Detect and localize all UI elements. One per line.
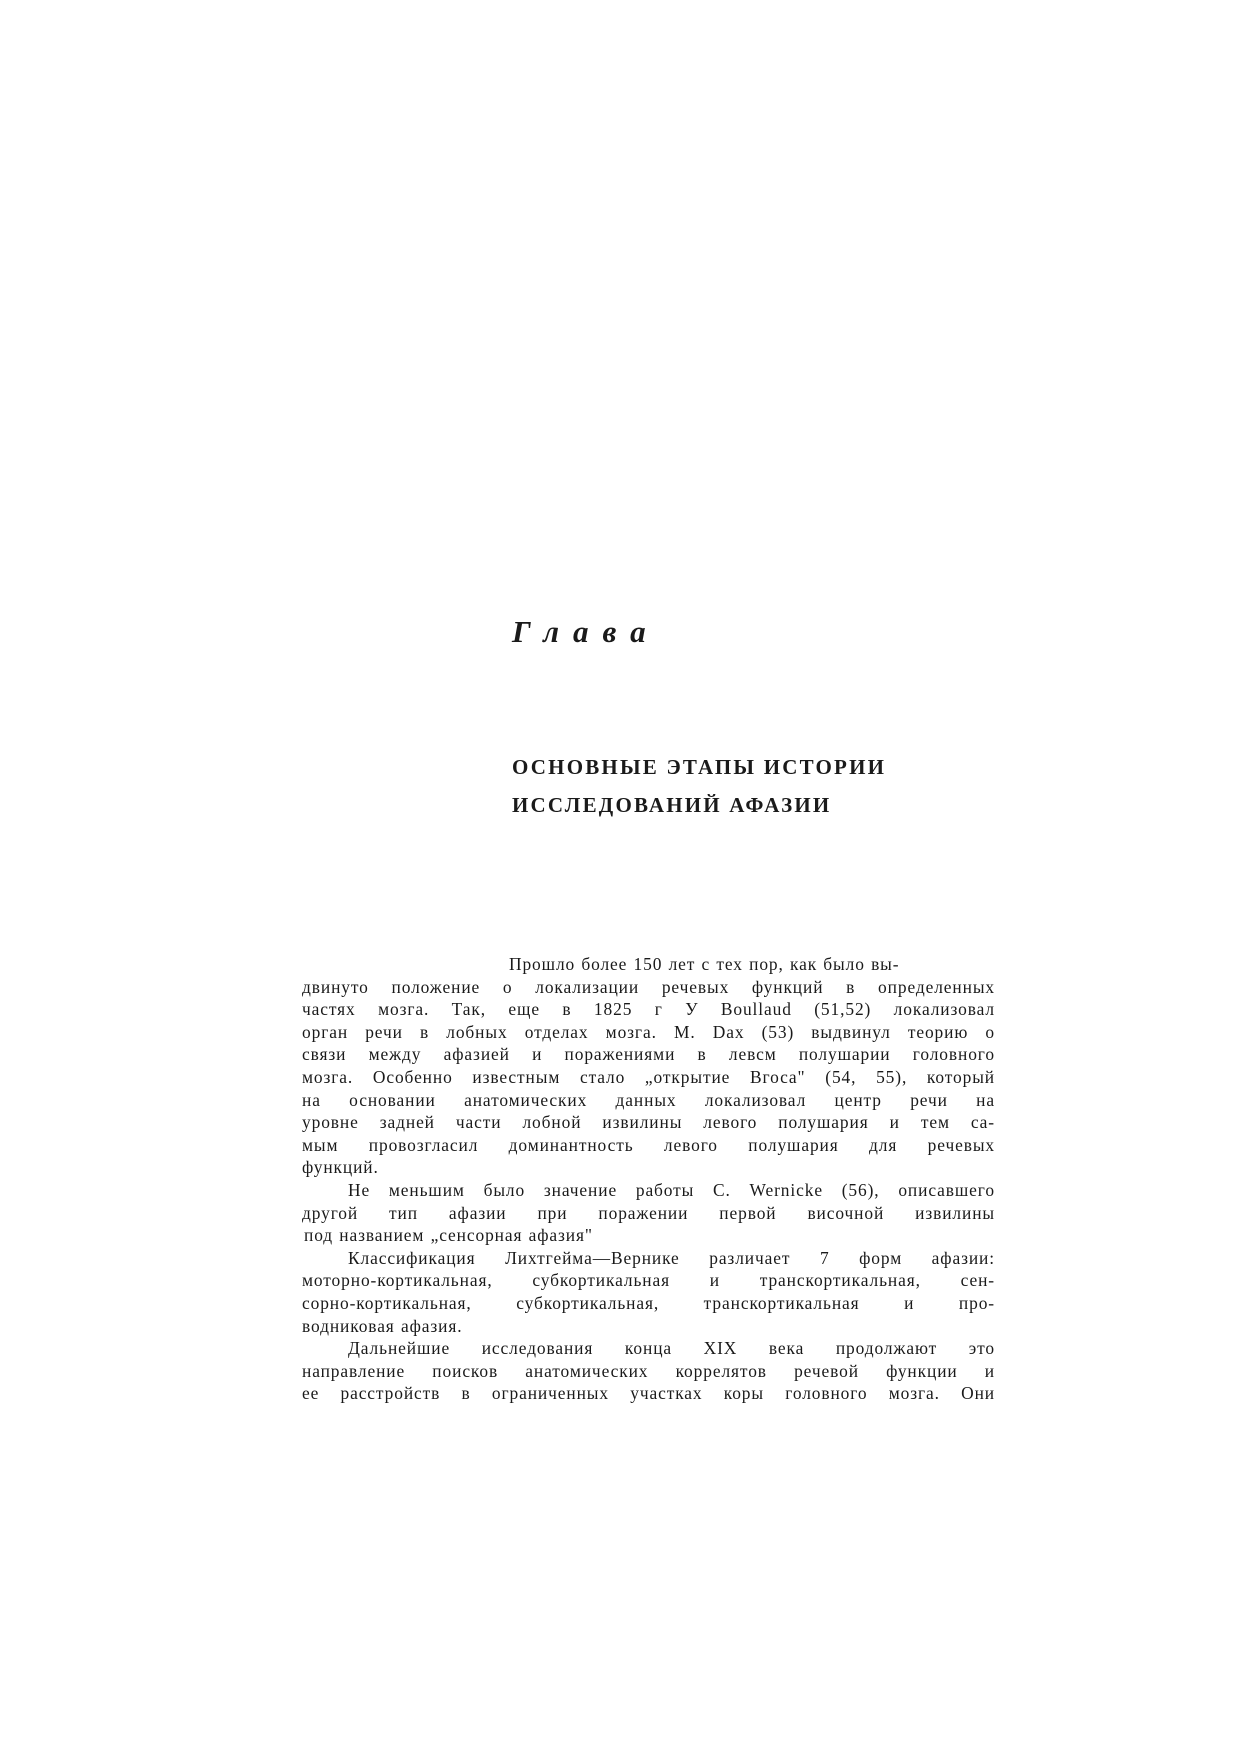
text-line: моторно-кортикальная, субкортикальная и транскортикальная, сен- (302, 1270, 995, 1291)
text-line: Прошло более 150 лет с тех пор, как было вы- (509, 954, 900, 974)
text-line: Не меньшим было значение работы С. Wernicke (56), описавшего (348, 1179, 995, 1200)
chapter-title-line: ИССЛЕДОВАНИЙ АФАЗИИ (512, 793, 832, 817)
text-line: Дальнейшие исследования конца XIX века продолжают это (348, 1338, 995, 1359)
text-line: ее расстройств в ограниченных участках коры головного мозга. Они (302, 1383, 995, 1404)
text-line: мым провозгласил доминантность левого полушария для речевых (302, 1134, 995, 1155)
text-line: направление поисков анатомических коррелятов речевой функции и (302, 1360, 995, 1381)
chapter-title (512, 748, 886, 824)
body-text (302, 953, 995, 1405)
text-line: Классификация Лихтгейма—Вернике различает 7 форм афазии: (348, 1247, 995, 1268)
text-line: сорно-кортикальная, субкортикальная, транскортикальная и про- (302, 1292, 995, 1313)
text-line: другой тип афазии при поражении первой височной извилины (302, 1202, 995, 1223)
text-line: связи между афазией и поражениями в левсм полушарии головного (302, 1044, 995, 1065)
text-line: орган речи в лобных отделах мозга. M. Dax (53) выдвинул теорию о (302, 1021, 995, 1042)
chapter-label: Глава (512, 614, 660, 649)
text-line: уровне задней части лобной извилины левого полушария и тем са- (302, 1112, 995, 1133)
text-line: двинуто положение о локализации речевых функций в определенных (302, 976, 995, 997)
chapter-title-line: ОСНОВНЫЕ ЭТАПЫ ИСТОРИИ (512, 755, 887, 779)
text-line: под названием „сенсорная афазия" (304, 1225, 593, 1246)
text-line: мозга. Особенно известным стало „открытие Вгоса" (54, 55), который (302, 1066, 995, 1087)
text-line: на основании анатомических данных локализовал центр речи на (302, 1089, 995, 1110)
text-line: функций. (302, 1157, 379, 1178)
text-line: водниковая афазия. (302, 1315, 463, 1336)
text-line: частях мозга. Так, еще в 1825 г У Boullaud (51,52) локализовал (302, 999, 995, 1020)
